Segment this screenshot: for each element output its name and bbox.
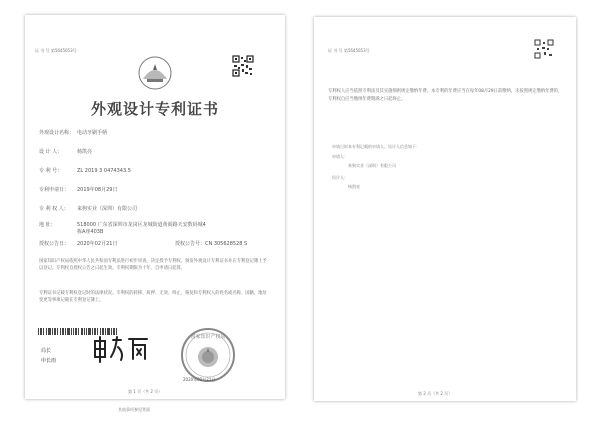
- paragraph-grant: 国家知识产权局依照中华人民共和国专利法进行初步审查，决定授予专利权，颁发外观设计专利证书并在专利登记簿上予以登记。专利权自授权公告之日起生效。专利权期限为十年，自申请日起算。: [39, 259, 267, 271]
- field-value: 杨凯亮: [77, 149, 93, 155]
- address-line-2: 栋A座403B: [77, 229, 104, 235]
- cnipa-emblem-icon: [137, 55, 173, 91]
- designer-label: 设计人：: [332, 175, 348, 180]
- certificate-page-2: [314, 17, 576, 401]
- field-design-name: [39, 130, 107, 136]
- paragraph-status: 专利证书记载专利权登记时的法律状况。专利权的转移、质押、无效、终止、恢复和专利权人的姓名或名称、国籍、地址变更等事项记载在专利登记簿上。: [39, 291, 267, 303]
- field-patent-number: [39, 168, 131, 174]
- field-label: 专 利 号：: [39, 168, 63, 174]
- director-name: 申长雨: [41, 358, 57, 364]
- field-label: 外观设计名称：: [39, 130, 75, 136]
- certificate-page-1: [25, 15, 285, 412]
- page-number-1: 第 1 页（共 2 页）: [128, 389, 163, 394]
- cert-number: 证 书 号 第5645053号: [328, 48, 370, 53]
- field-patentee: [39, 206, 137, 212]
- field-designer: [39, 149, 92, 155]
- field-value: 2020年02月21日: [77, 241, 118, 247]
- svg-text:国家知识产权局: 国家知识产权局: [190, 334, 226, 340]
- field-value: 来狗实业（深圳）有限公司: [77, 206, 138, 212]
- field-value: 电动牙刷手柄: [77, 130, 108, 136]
- designer-value: 杨凯亮: [348, 184, 360, 189]
- seal-date: 2020年02月21日: [183, 377, 216, 382]
- field-address: [39, 222, 206, 228]
- field-label: 地 址：: [39, 222, 56, 228]
- certificate-title: 外观设计专利证书: [90, 100, 219, 118]
- qr-code-icon: [232, 55, 254, 77]
- bottom-note: 其他事项参见背面: [118, 407, 150, 412]
- field-filing-date: [39, 187, 117, 193]
- applicant-label: 申请人：: [332, 154, 348, 159]
- field-auth-date: [39, 241, 117, 247]
- field-label: 授权公告日：: [39, 241, 70, 247]
- field-label: 专 利 权 人：: [39, 206, 69, 212]
- applicant-value: 来狗实业（深圳）有限公司: [348, 163, 396, 168]
- cert-number: 证 书 号 第5645053号: [35, 48, 77, 53]
- director-signature: [91, 335, 151, 363]
- field-label: 专利申请日：: [39, 187, 70, 193]
- field-label: 设 计 人：: [39, 149, 63, 155]
- address-line-1: 518000 广东省深圳市龙岗区龙城街道黄阁路天安数码城4: [77, 222, 206, 228]
- field-value: 2019年08月29日: [77, 187, 118, 193]
- publication-number: 授权公告号：CN 305628528 S: [175, 241, 248, 247]
- fee-notice: 专利权人应当依照专利法及其实施细则规定缴纳年费。本专利的年费应当在每年08月29日前缴纳。未按照规定缴纳年费的，专利权自应当缴纳年费期满之日起终止。: [328, 89, 563, 102]
- status-label: 申请日时本专利记载的申请人、设计人信息如下：: [332, 144, 420, 149]
- barcode-icon: [38, 328, 118, 335]
- official-seal: [180, 327, 236, 383]
- page-number-2: 第 2 页（共 2 页）: [418, 391, 453, 396]
- director-title: 局长: [41, 348, 52, 354]
- qr-code-icon: [534, 39, 554, 59]
- field-value: ZL 2019 3 0474343.5: [77, 168, 131, 174]
